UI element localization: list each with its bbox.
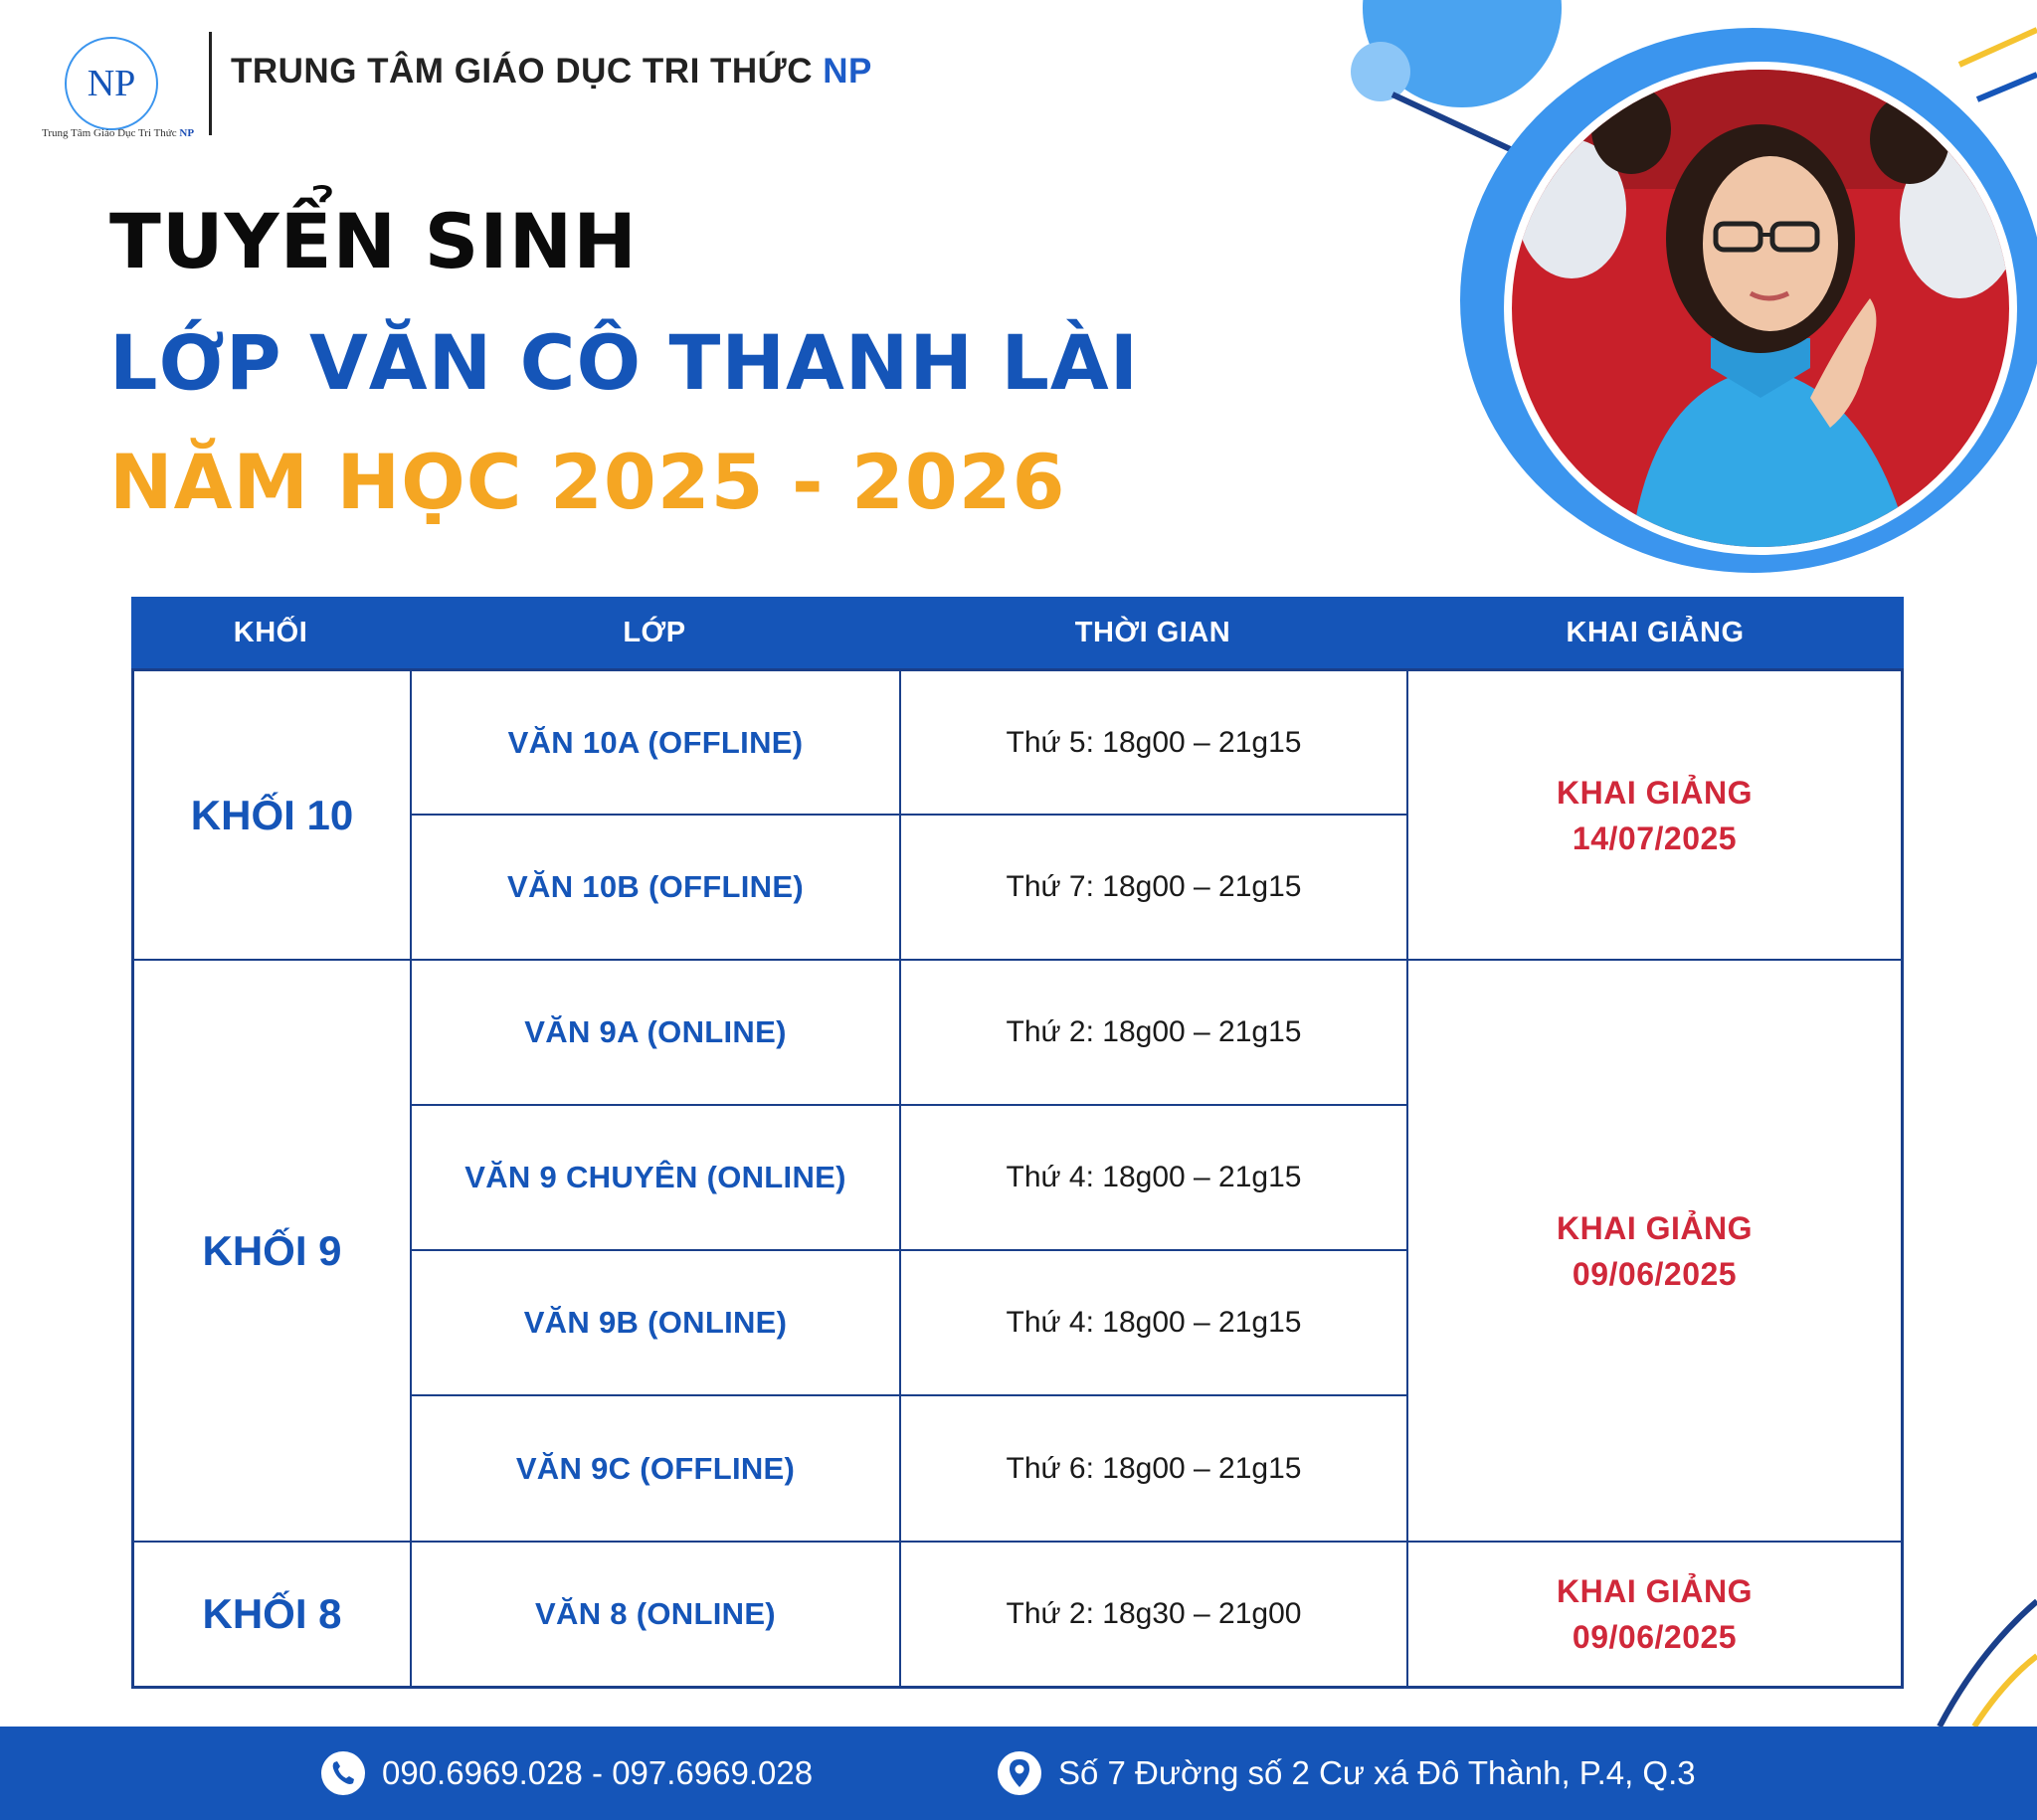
khai-giang-date: 09/06/2025 <box>1572 1619 1738 1655</box>
header-lop: LỚP <box>623 617 686 648</box>
org-name-np: NP <box>823 52 872 91</box>
logo-caption-np: NP <box>179 127 195 139</box>
teacher-illustration <box>1512 70 2009 547</box>
teacher-photo <box>1512 70 2009 547</box>
location-pin-icon <box>997 1750 1042 1796</box>
schedule-table <box>131 597 1904 1689</box>
lop-cell: VĂN 8 (ONLINE) <box>535 1596 776 1631</box>
khai-giang-khoi-9 <box>1408 961 1901 1541</box>
khai-giang-khoi-8 <box>1408 1543 1901 1686</box>
footer-phone[interactable]: 090.6969.028 - 097.6969.028 <box>382 1754 814 1791</box>
thoi-gian-cell: Thứ 4: 18g00 – 21g15 <box>1006 1161 1302 1193</box>
table-body <box>131 668 1904 1689</box>
phone-icon <box>320 1750 366 1796</box>
footer-bar <box>0 1727 2037 1820</box>
khai-giang-label: KHAI GIẢNG <box>1557 1573 1753 1609</box>
thoi-gian-cell: Thứ 7: 18g00 – 21g15 <box>1006 870 1302 903</box>
lop-cell: VĂN 9C (OFFLINE) <box>515 1450 796 1486</box>
khai-giang-date: 14/07/2025 <box>1572 819 1738 856</box>
lop-cell: VĂN 9B (ONLINE) <box>523 1305 788 1340</box>
lop-cell: VĂN 9 CHUYÊN (ONLINE) <box>464 1160 846 1194</box>
deco-line-3 <box>1977 75 2037 99</box>
deco-curve-bottom-2 <box>1974 1656 2037 1727</box>
title-school-year: NĂM HỌC 2025 - 2026 <box>109 438 1066 526</box>
deco-circle-small <box>1351 42 1410 101</box>
header-thoi-gian: THỜI GIAN <box>1074 617 1231 648</box>
title-class-name: LỚP VĂN CÔ THANH LÀI <box>109 318 1139 407</box>
header-divider <box>209 32 212 135</box>
khai-giang-date: 09/06/2025 <box>1572 1255 1738 1292</box>
khai-giang-label: KHAI GIẢNG <box>1557 1209 1753 1246</box>
khoi-8-cell: KHỐI 8 <box>202 1590 342 1637</box>
header-khai-giang: KHAI GIẢNG <box>1566 617 1745 648</box>
footer-address: Số 7 Đường số 2 Cư xá Đô Thành, P.4, Q.3 <box>1058 1754 1696 1791</box>
title-tuyen-sinh: TUYỂN SINH <box>109 197 638 285</box>
thoi-gian-cell: Thứ 6: 18g00 – 21g15 <box>1006 1451 1302 1485</box>
table-header <box>131 597 1904 668</box>
thoi-gian-cell: Thứ 2: 18g30 – 21g00 <box>1006 1597 1302 1630</box>
khoi-9-cell: KHỐI 9 <box>202 1226 342 1274</box>
org-name-text: TRUNG TÂM GIÁO DỤC TRI THỨC <box>231 52 824 91</box>
logo-caption-text: Trung Tâm Giáo Dục Tri Thức <box>42 127 180 139</box>
np-logo <box>62 34 161 133</box>
lop-cell: VĂN 10A (OFFLINE) <box>507 724 804 760</box>
logo-text: NP <box>87 63 136 104</box>
thoi-gian-cell: Thứ 2: 18g00 – 21g15 <box>1006 1015 1302 1048</box>
lop-cell: VĂN 9A (ONLINE) <box>524 1014 787 1049</box>
logo-caption <box>42 127 194 139</box>
khai-giang-khoi-10 <box>1408 671 1901 959</box>
lop-cell: VĂN 10B (OFFLINE) <box>507 869 804 904</box>
khoi-10-cell: KHỐI 10 <box>190 791 354 838</box>
header-khoi: KHỐI <box>233 617 308 648</box>
deco-line-2 <box>1959 30 2037 65</box>
thoi-gian-cell: Thứ 4: 18g00 – 21g15 <box>1006 1306 1302 1339</box>
thoi-gian-cell: Thứ 5: 18g00 – 21g15 <box>1006 725 1302 759</box>
org-name <box>231 52 872 91</box>
khai-giang-label: KHAI GIẢNG <box>1557 774 1753 811</box>
